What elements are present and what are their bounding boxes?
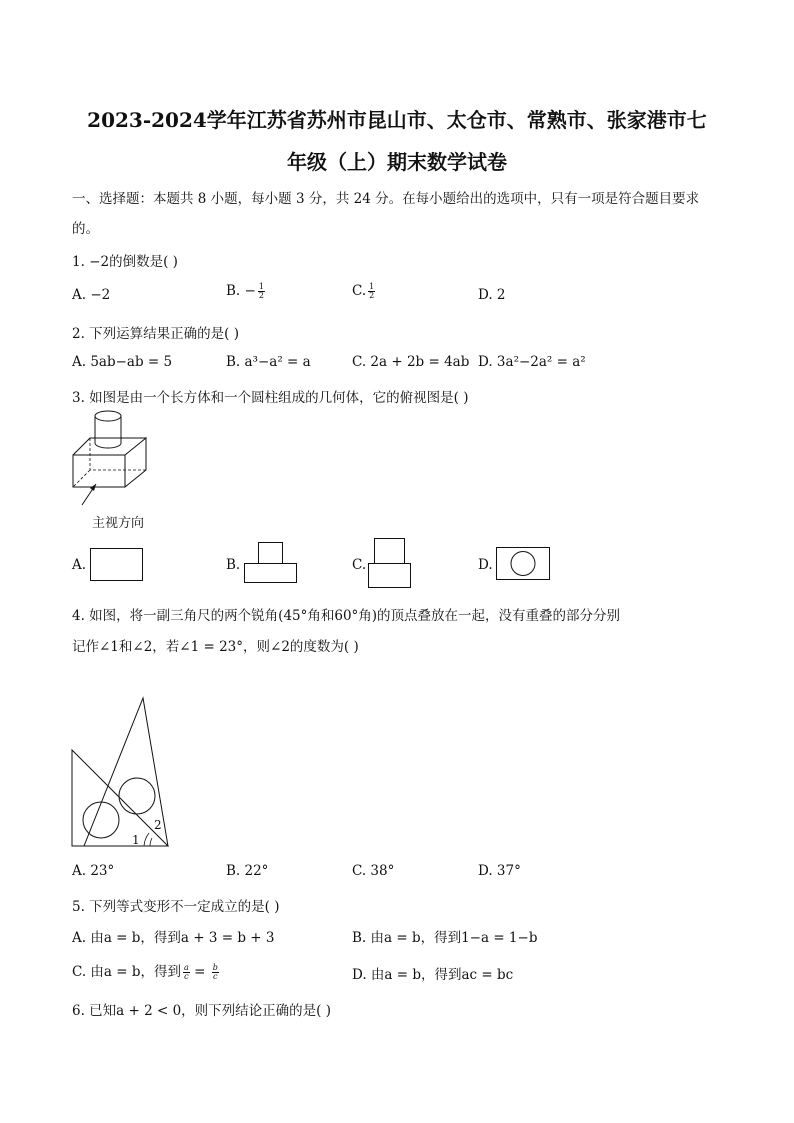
q5-option-c-fraction-1 xyxy=(183,964,190,981)
q5-option-c xyxy=(72,960,219,981)
page-title-line1: 2023-2024学年江苏省苏州市昆山市、太仓市、常熟市、张家港市七 xyxy=(87,108,707,132)
q4-option-a: A. 23° xyxy=(72,863,115,879)
q3-option-b-label: B. xyxy=(226,557,241,573)
q2-stem: 2. 下列运算结果正确的是( ) xyxy=(72,326,239,342)
q1-option-d: D. 2 xyxy=(478,287,506,303)
q3-option-a-label: A. xyxy=(72,557,87,573)
q5-option-c-fraction-2-denominator: c xyxy=(213,972,218,981)
q3-view-caption: 主视方向 xyxy=(92,516,145,531)
q3-option-c-shape xyxy=(368,538,414,590)
q5-option-c-equals: = xyxy=(194,964,206,980)
q4-stem-line2: 记作∠1和∠2，若∠1 = 23°，则∠2的度数为( ) xyxy=(72,639,359,655)
q1-stem: 1. −2的倒数是( ) xyxy=(72,254,178,270)
q1-option-a: A. −2 xyxy=(72,287,111,303)
q4-option-c: C. 38° xyxy=(352,863,395,879)
q2-option-b: B. a³−a² = a xyxy=(226,354,311,370)
q4-triangle-figure xyxy=(70,696,174,850)
q1-option-b-numerator: 1 xyxy=(258,282,264,291)
q1-option-c xyxy=(352,283,375,300)
q3-stem: 3. 如图是由一个长方体和一个圆柱组成的几何体，它的俯视图是( ) xyxy=(72,390,469,406)
q4-angle-1-label: 1 xyxy=(132,833,140,847)
q6-stem: 6. 已知a + 2 < 0，则下列结论正确的是( ) xyxy=(72,1003,332,1019)
q1-option-b-denominator: 2 xyxy=(258,291,264,300)
q5-option-d: D. 由a = b，得到ac = bc xyxy=(352,967,514,983)
q1-option-c-numerator: 1 xyxy=(369,282,375,291)
q5-option-c-prefix: C. 由a = b，得到 xyxy=(72,964,182,980)
q5-option-c-fraction-2-numerator: b xyxy=(212,963,218,972)
q1-option-b-prefix: B. − xyxy=(226,283,256,299)
q1-option-b-fraction xyxy=(258,283,265,300)
q2-option-c: C. 2a + 2b = 4ab xyxy=(352,354,470,370)
q5-stem: 5. 下列等式变形不一定成立的是( ) xyxy=(72,899,280,915)
q1-option-c-denominator: 2 xyxy=(369,291,375,300)
section-heading: 一、选择题：本题共 8 小题，每小题 3 分，共 24 分。在每小题给出的选项中，只有一项是符合题目要求 xyxy=(72,191,700,207)
q1-option-b xyxy=(226,283,265,300)
q1-option-c-prefix: C. xyxy=(352,283,367,299)
q3-option-d-shape xyxy=(496,547,552,583)
q4-stem-line1: 4. 如图，将一副三角尺的两个锐角(45°角和60°角)的顶点叠放在一起，没有重叠的部分分别 xyxy=(72,608,621,624)
q5-option-a: A. 由a = b，得到a + 3 = b + 3 xyxy=(72,930,275,946)
page-title-line2: 年级（上）期末数学试卷 xyxy=(287,150,507,174)
q1-option-c-fraction xyxy=(368,283,375,300)
q4-option-b: B. 22° xyxy=(226,863,269,879)
q5-option-c-fraction-1-denominator: c xyxy=(184,972,189,981)
q5-option-c-fraction-1-numerator: a xyxy=(184,963,189,972)
q4-angle-2-label: 2 xyxy=(154,818,162,832)
q2-option-d: D. 3a²−2a² = a² xyxy=(478,354,586,370)
q3-option-d-label: D. xyxy=(478,557,493,573)
q4-option-d: D. 37° xyxy=(478,863,521,879)
q3-option-b-shape xyxy=(244,542,300,584)
q3-option-c-label: C. xyxy=(352,557,367,573)
q3-solid-figure xyxy=(66,405,166,520)
section-heading-end: 的。 xyxy=(72,221,99,237)
q3-option-a-shape xyxy=(90,548,144,582)
q2-option-a: A. 5ab−ab = 5 xyxy=(72,354,173,370)
q5-option-b: B. 由a = b，得到1−a = 1−b xyxy=(352,930,538,946)
q5-option-c-fraction-2 xyxy=(212,964,219,981)
